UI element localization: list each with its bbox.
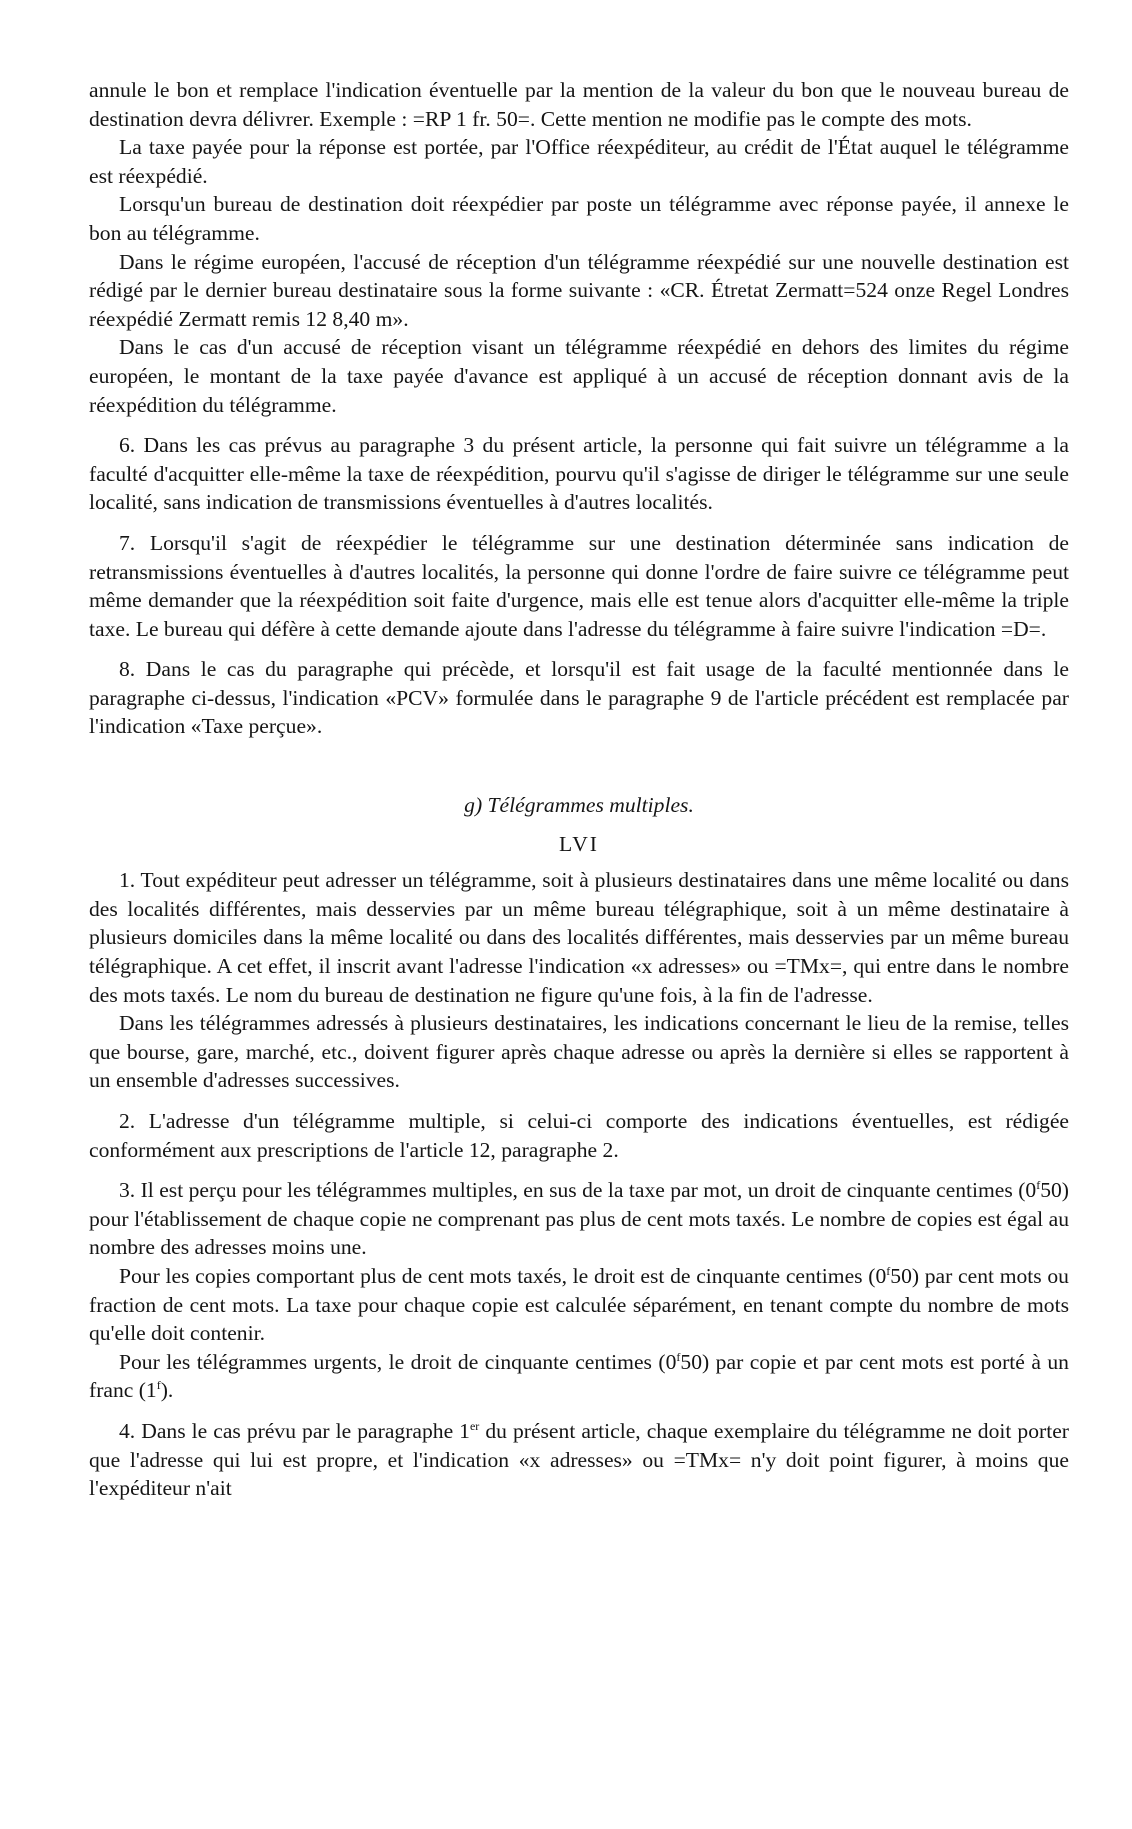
text-fragment: 4. Dans le cas prévu par le paragraphe 1 <box>119 1418 470 1443</box>
paragraph: La taxe payée pour la réponse est portée, par l'Office réexpéditeur, au crédit de l'État auquel le télégramme est réexpédié. <box>89 135 1069 188</box>
article-paragraph-1b: Dans les télégrammes adressés à plusieurs destinataires, les indications concernant le lieu de la remise, telles que bourse, gare, marché, etc., doivent figurer après chaque adresse ou après la dernière si elles se rapportent à un ensemble d'adresses successives. <box>89 1011 1069 1093</box>
text-fragment: ). <box>160 1378 174 1403</box>
paragraph: Lorsqu'un bureau de destination doit réexpédier par poste un télégramme avec réponse payée, il annexe le bon au télégramme. <box>89 192 1069 245</box>
superscript: f <box>886 1263 891 1278</box>
article-paragraph-1: 1. Tout expéditeur peut adresser un télégramme, soit à plusieurs destinataires dans une même localité ou dans des localités différentes, mais desservies par un même bureau télégraphique, soit à un même destinataire à plusieurs domiciles dans la même localité ou dans des localités différentes, mais desservies par un même bureau télégraphique. A cet effet, il inscrit avant l'adresse l'indication «x adresses» ou =TMx=, qui entre dans le nombre des mots taxés. Le nom du bureau de destination ne figure qu'une fois, à la fin de l'adresse. <box>89 868 1069 1007</box>
paragraph: Dans le régime européen, l'accusé de réception d'un télégramme réexpédié sur une nouvelle destination est rédigé par le dernier bureau destinataire sous la forme suivante : «CR. Étretat Zermatt=524 onze Regel Londres réexpédié Zermatt remis 12 8,40 m». <box>89 249 1069 331</box>
text-fragment: Pour les copies comportant plus de cent mots taxés, le droit est de cinquante centimes (0 <box>119 1263 887 1288</box>
text-fragment: du présent article, chaque exemplaire du télégramme ne doit porter que l'adresse qui lui est propre, et l'indication «x adresses» ou =TMx= n'y doit point figurer, à moins que l'expéditeur n'ait <box>89 1418 1069 1501</box>
article-paragraph-3b <box>89 1262 1069 1348</box>
article-paragraph-2: 2. L'adresse d'un télégramme multiple, si celui-ci comporte des indications éventuelles, est rédigée conformément aux prescriptions de l'article 12, paragraphe 2. <box>89 1109 1069 1162</box>
text-fragment: Pour les télégrammes urgents, le droit de cinquante centimes (0 <box>119 1349 677 1374</box>
numbered-paragraph-8: 8. Dans le cas du paragraphe qui précède, et lorsqu'il est fait usage de la faculté mentionnée dans le paragraphe ci-dessus, l'indication «PCV» formulée dans le paragraphe 9 de l'article précédent est remplacée par l'indication «Taxe perçue». <box>89 657 1069 739</box>
superscript: f <box>1036 1178 1041 1192</box>
text-fragment: 50) par cent mots ou fraction de cent mots. La taxe pour chaque copie est calculée séparément, en tenant compte du nombre de mots qu'elle doit contenir. <box>89 1263 1069 1346</box>
text-fragment: 50) par copie et par cent mots est porté à un franc (1 <box>89 1349 1069 1403</box>
superscript: f <box>676 1349 681 1364</box>
text-fragment: 3. Il est perçu pour les télégrammes multiples, en sus de la taxe par mot, un droit de cinquante centimes (0 <box>119 1178 1037 1203</box>
numbered-paragraph-6: 6. Dans les cas prévus au paragraphe 3 du présent article, la personne qui fait suivre un télégramme a la faculté d'acquitter elle-même la taxe de réexpédition, pourvu qu'il s'agisse de diriger le télégramme sur une seule localité, sans indication de transmissions éventuelles à d'autres localités. <box>89 433 1069 515</box>
article-paragraph-3c <box>89 1348 1069 1405</box>
document-page <box>89 76 1069 1503</box>
paragraph: annule le bon et remplace l'indication éventuelle par la mention de la valeur du bon que le nouveau bureau de destination devra délivrer. Exemple : =RP 1 fr. 50=. Cette mention ne modifie pas le compte des mots. <box>89 78 1069 131</box>
article-paragraph-4 <box>89 1417 1069 1503</box>
paragraph: Dans le cas d'un accusé de réception visant un télégramme réexpédié en dehors des limites du régime européen, le montant de la taxe payée d'avance est appliqué à un accusé de réception donnant avis de la réexpédition du télégramme. <box>89 335 1069 417</box>
numbered-paragraph-7: 7. Lorsqu'il s'agit de réexpédier le télégramme sur une destination déterminée sans indication de retransmissions éventuelles à d'autres localités, la personne qui donne l'ordre de faire suivre ce télégramme peut même demander que la réexpédition soit faite d'urgence, mais elle est tenue alors d'acquitter elle-même la triple taxe. Le bureau qui défère à cette demande ajoute dans l'adresse du télégramme à faire suivre l'indication =D=. <box>89 530 1069 641</box>
section-heading: g) Télégrammes multiples. <box>464 793 694 818</box>
superscript: er <box>469 1418 480 1433</box>
superscript: f <box>156 1378 161 1393</box>
article-paragraph-3 <box>89 1176 1069 1262</box>
article-number: LVI <box>559 831 599 856</box>
text-fragment: 50) pour l'établissement de chaque copie ne comprenant pas plus de cent mots taxés. Le nombre de copies est égal au nombre des adresses moins une. <box>89 1178 1069 1260</box>
